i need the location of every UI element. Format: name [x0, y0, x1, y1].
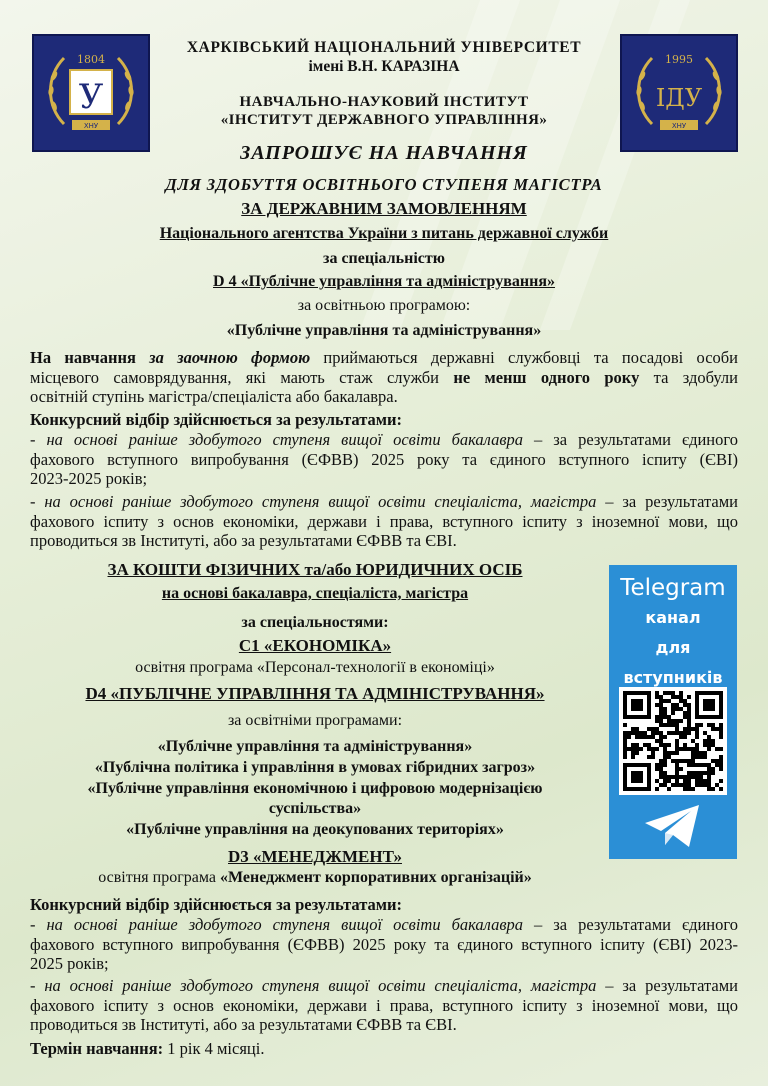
intro-experience: не менш одного року — [453, 367, 640, 387]
paid-spec-label: за спеціальностями: — [241, 614, 389, 631]
bullet-text: проводиться зв Інституті, або за результатами ЄФВВ та ЄВІ. — [30, 1015, 457, 1034]
spec-management-program — [0, 869, 630, 887]
intro-text: На навчання — [30, 348, 150, 367]
logo-year: 1804 — [77, 53, 105, 66]
telegram-brand: Telegram — [620, 575, 726, 601]
institute-name-line2: «ІНСТИТУТ ДЕРЖАВНОГО УПРАВЛІННЯ» — [220, 112, 548, 128]
bullet-text: за результатами — [613, 976, 738, 995]
bullet-basis: на основі раніше здобутого ступеня вищої освіти спеціаліста, магістра – — [44, 976, 614, 995]
bullet-text: 2025 років; — [30, 954, 109, 973]
agency-name: Національного агентства України з питань державної служби — [159, 225, 609, 242]
bullet-text: фахового вступного випробування (ЄФВВ) 2025 року та єдиного вступного іспиту (ЄВІ) — [30, 449, 738, 469]
specialty-name: D 4 «Публічне управління та адміністрування» — [213, 273, 555, 290]
spec-economics-program: освітня програма «Персонал-технології в економіці» — [135, 659, 495, 676]
telegram-channel-card[interactable] — [609, 565, 737, 859]
program-item: «Публічне управління та адміністрування» — [157, 738, 473, 755]
institute-name: НАВЧАЛЬНО-НАУКОВИЙ ІНСТИТУТ — [239, 94, 529, 110]
program-item: «Публічне управління економічною і цифровою модернізацією — [87, 780, 543, 797]
bullet-dash: - — [30, 976, 45, 995]
paid-basis: на основі бакалавра, спеціаліста, магістра — [161, 585, 469, 602]
logo-ribbon-text: ХНУ — [671, 122, 687, 130]
spec-public-admin-label: за освітніми програмами: — [227, 712, 403, 729]
bullet-bachelor — [30, 430, 738, 489]
bullet-text: за результатами — [613, 492, 738, 511]
duration-value: 1 рік 4 місяці. — [163, 1039, 265, 1058]
specialty-label: за спеціальністю — [323, 250, 445, 267]
study-duration — [30, 1039, 738, 1059]
program-item: «Публічна політика і управління в умовах гібридних загроз» — [94, 759, 536, 776]
university-name: ХАРКІВСЬКИЙ НАЦІОНАЛЬНИЙ УНІВЕРСИТЕТ — [186, 39, 582, 56]
intro-text: місцевого самоврядування, які мають стаж служби — [30, 367, 454, 387]
logo-ribbon-text: ХНУ — [83, 122, 99, 130]
intro-text: приймаються державні службовці та посадові особи — [310, 348, 738, 367]
selection-heading: Конкурсний відбір здійснюється за результатами: — [30, 895, 402, 914]
spec-economics: С1 «ЕКОНОМІКА» — [238, 636, 392, 655]
bullet-master — [30, 492, 738, 551]
intro-text: освітній ступінь магістра/спеціаліста або бакалавра. — [30, 387, 398, 406]
spec-management: D3 «МЕНЕДЖМЕНТ» — [228, 847, 402, 866]
program-item: «Публічне управління на деокупованих територіях» — [126, 821, 504, 838]
bullet-dash: - — [30, 915, 47, 934]
program-item: суспільства» — [268, 800, 362, 817]
duration-label: Термін навчання: — [30, 1039, 164, 1058]
intro-text: та здобули — [639, 367, 738, 387]
logo-letter: У — [78, 77, 104, 117]
program-label: освітня програма — [98, 869, 220, 886]
program-label: за освітньою програмою: — [297, 297, 471, 314]
bullet-basis: на основі раніше здобутого ступеня вищої освіти бакалавра – — [46, 915, 543, 934]
bullet-basis: на основі раніше здобутого ступеня вищої освіти спеціаліста, магістра – — [44, 492, 614, 511]
bullet-text: 2023-2025 років; — [30, 469, 148, 488]
bullet-text: за результатами єдиного — [542, 915, 738, 934]
logo-letter: ІДУ — [655, 84, 703, 112]
bullet-text: фахового іспиту з основ економіки, держави і права, вступного іспиту з іноземної мови, що — [30, 511, 738, 531]
spec-public-admin: D4 «ПУБЛІЧНЕ УПРАВЛІННЯ ТА АДМІНІСТРУВАННЯ» — [85, 684, 545, 703]
invite-title: ЗАПРОШУЄ НА НАВЧАННЯ — [240, 142, 528, 164]
intro-form: за заочною формою — [149, 348, 311, 367]
bullet-basis: на основі раніше здобутого ступеня вищої освіти бакалавра – — [46, 430, 543, 449]
bullet-text: фахового вступного випробування (ЄФВВ) 2025 року та єдиного вступного іспиту (ЄВІ) 2023- — [30, 934, 738, 954]
qr-code-icon[interactable] — [619, 687, 727, 795]
intro-paragraph — [30, 348, 738, 407]
bullet-master — [30, 976, 738, 1035]
bullet-text: проводиться зв Інституті, або за результатами ЄФВВ та ЄВІ. — [30, 531, 457, 550]
telegram-plane-icon — [643, 803, 703, 853]
program-name: «Менеджмент корпоративних організацій» — [219, 869, 532, 886]
university-name-line2: імені В.Н. КАРАЗІНА — [308, 58, 460, 75]
bullet-text: фахового іспиту з основ економіки, держави і права, вступного іспиту з іноземної мови, що — [30, 995, 738, 1015]
state-order-heading: ЗА ДЕРЖАВНИМ ЗАМОВЛЕННЯМ — [241, 199, 527, 218]
logo-year: 1995 — [665, 53, 693, 66]
telegram-line: для — [655, 638, 691, 657]
selection-heading: Конкурсний відбір здійснюється за результатами: — [30, 410, 402, 429]
program-name: «Публічне управління та адміністрування» — [226, 322, 542, 339]
bullet-bachelor — [30, 915, 738, 974]
bullet-text: за результатами єдиного — [542, 430, 738, 449]
paid-heading: ЗА КОШТИ ФІЗИЧНИХ та/або ЮРИДИЧНИХ ОСІБ — [107, 560, 523, 579]
invite-subtitle: ДЛЯ ЗДОБУТТЯ ОСВІТНЬОГО СТУПЕНЯ МАГІСТРА — [165, 175, 603, 194]
telegram-line: вступників — [623, 668, 723, 687]
bullet-dash: - — [30, 430, 47, 449]
bullet-dash: - — [30, 492, 45, 511]
telegram-line: канал — [645, 608, 701, 627]
